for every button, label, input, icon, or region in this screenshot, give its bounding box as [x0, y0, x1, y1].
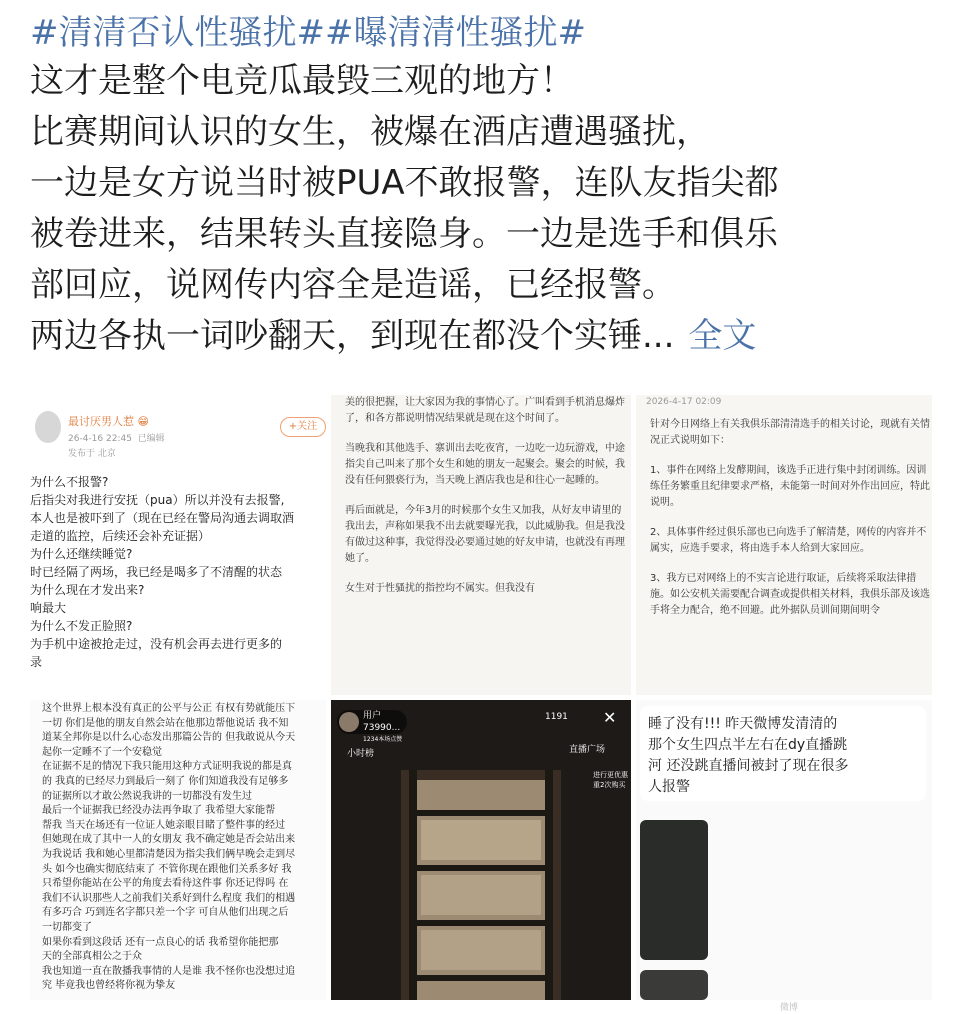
streamer-likes: 1234本场点赞: [363, 736, 403, 743]
qa-line: 为手机中途被抢走过，没有机会再去进行更多的: [30, 637, 283, 651]
qa-line: 为什么现在才发出来?: [30, 583, 145, 597]
post-line: 被卷进来，结果转头直接隐身。一边是选手和俱乐: [30, 214, 778, 254]
chat-message: [648, 714, 918, 798]
image-tile-2[interactable]: [331, 395, 631, 695]
avatar: [35, 411, 61, 443]
qa-line: 本人也是被吓到了（现在已经在警局沟通去调取酒: [30, 511, 295, 525]
video-thumbnail: [640, 820, 708, 960]
chat-line: 人报警: [648, 779, 690, 795]
image-tile-1[interactable]: [30, 395, 326, 695]
chat-line: 那个女生四点半左右在dy直播跳: [648, 737, 848, 753]
message-line: 的证据所以才敢公然说我讲的一切都没有发生过: [42, 790, 252, 802]
message-line: 一切都变了: [42, 921, 92, 933]
chat-line: 河 还没跳直播间被封了现在很多: [648, 758, 849, 774]
message-line: 一切 你们是他的朋友自然会站在他那边帮他说话 我不知: [42, 717, 289, 729]
qa-line: 录: [30, 655, 43, 669]
statement-paragraph: 3、我方已对网络上的不实言论进行取证，后续将采取法律措施。如公安机关需要配合调查或提供相关材料，我俱乐部及该选手将全力配合，绝不回避。此外据队员训间期间明令: [650, 573, 930, 616]
message-line: 如果你看到这段话 还有一点良心的话 我希望你能把那: [42, 936, 279, 948]
message-line: 最后一个证据我已经没办法再争取了 我希望大家能帮: [42, 805, 276, 817]
live-square-label: 直播广场: [569, 745, 606, 755]
message-line: 但她现在成了其中一人的女朋友 我不确定她是否会站出来: [42, 834, 296, 846]
handwritten-statement: [345, 395, 625, 611]
post-location: 发布于 北京: [68, 449, 116, 459]
post-line: 两边各执一词吵翻天，到现在都没个实锤...: [30, 316, 675, 356]
qa-text: [30, 473, 326, 671]
follow-button: +关注: [280, 417, 326, 437]
hourly-rank-label: 小时榜: [347, 749, 375, 759]
side-promo: [593, 770, 628, 790]
club-statement: [650, 417, 930, 633]
qa-line: 时已经隔了两场，我已经是喝多了不清醒的状态: [30, 565, 283, 579]
weibo-post: [30, 10, 935, 362]
qa-line: 走道的监控，后续还会补充证据）: [30, 529, 211, 543]
message-line: 我也知道一直在散播我事情的人是谁 我不怪你也没想过追: [42, 965, 296, 977]
hashtag-links[interactable]: #清清否认性骚扰##曝清清性骚扰#: [30, 13, 586, 53]
video-thumbnail: [640, 970, 708, 1000]
side-promo-line: 进行更优惠: [593, 771, 628, 779]
message-line: 起你一定睡不了一个安稳觉: [42, 746, 162, 758]
statement-paragraph: 2、具体事件经过俱乐部也已向选手了解清楚，网传的内容并不属实，应选手要求，将由选手本人给到大家回应。: [650, 527, 927, 554]
post-meta: [68, 431, 165, 444]
message-line: 有多巧合 巧到连名字都只差一个字 可自从他们出现之后: [42, 907, 289, 919]
message-line: 这个世界上根本没有真正的公平与公正 有权有势就能压下: [42, 703, 296, 714]
message-line: 只希望你能站在公平的角度去看待这件事 你还记得吗 在: [42, 878, 289, 890]
qa-line: 响最大: [30, 601, 67, 615]
close-icon: ✕: [603, 708, 617, 727]
message-line: 为我说话 我和她心里都清楚因为指尖我们俩早晚会走到尽: [42, 848, 296, 860]
image-tile-6[interactable]: [636, 700, 932, 1000]
message-text: [42, 702, 322, 994]
streamer-avatar: [339, 712, 359, 732]
statement-header: 2026-4-17 02:09: [646, 397, 722, 407]
watermark: 微博: [780, 1003, 799, 1013]
message-line: 在证据不足的情况下我只能用这种方式证明我说的都是真: [42, 761, 292, 773]
username: 最讨厌男人惹 😁: [68, 415, 149, 428]
statement-paragraph: 针对今日网络上有关我俱乐部清清选手的相关讨论，现就有关情况正式说明如下：: [650, 419, 930, 446]
edited-label: 已编辑: [137, 434, 165, 444]
statement-paragraph: 美的很把握，让大家因为我的事情心了。广叫看到手机消息爆炸了，和各方都说明情况结果就是现在这个时间了。: [345, 397, 625, 424]
message-line: 帮我 当天在场还有一位证人她亲眼目睹了整件事的经过: [42, 819, 286, 831]
qa-line: 为什么不发正脸照?: [30, 619, 133, 633]
streamer-name: 用户73990...: [363, 711, 401, 733]
post-line: 这才是整个电竞瓜最毁三观的地方！: [30, 61, 574, 101]
post-time: 26-4-16 22:45: [68, 434, 132, 444]
message-line: 的 我真的已经尽力到最后一刻了 你们知道我没有足够多: [42, 775, 289, 787]
expand-full-text-link[interactable]: 全文: [688, 316, 757, 356]
statement-paragraph: 1、事件在网络上发酵期间，该选手正进行集中封闭训练。因训练任务繁重且纪律要求严格，未能第一时间对外作出回应，特此说明。: [650, 465, 930, 508]
side-promo-line: 重2次购买: [593, 781, 626, 789]
statement-paragraph: 当晚我和其他选手、寨训出去吃夜宵，一边吃一边玩游戏，中途指尖自己叫来了那个女生和她的朋友一起聚会。聚会的时候，我没有任何猥亵行为，当天晚上酒店我也是和往心一起睡的。: [345, 443, 625, 486]
image-tile-3[interactable]: [636, 395, 932, 695]
streamer-badge: [337, 710, 407, 743]
message-line: 究 毕竟我也曾经将你视为挚友: [42, 980, 176, 992]
image-tile-5[interactable]: [331, 700, 631, 1000]
image-tile-4[interactable]: [30, 700, 326, 1000]
post-line: 一边是女方说当时被PUA不敢报警，连队友指尖都: [30, 163, 779, 203]
statement-paragraph: 再后面就是，今年3月的时候那个女生又加我，从好友申请里的我出去，声称如果我不出去就要曝光我，以此威胁我。但是我没有做过这种事，我觉得没必要通过她的好友申请，也就没有再理她了。: [345, 505, 625, 564]
qa-line: 后指尖对我进行安抚（pua）所以并没有去报警,: [30, 493, 285, 507]
qa-line: 为什么还继续睡觉?: [30, 547, 133, 561]
viewer-count: 1191: [545, 712, 568, 722]
post-line: 部回应，说网传内容全是造谣，已经报警。: [30, 265, 676, 305]
post-line: 比赛期间认识的女生，被爆在酒店遭遇骚扰，: [30, 112, 710, 152]
message-line: 我们不认识那些人之前我们关系好到什么程度 我们的相遇: [42, 892, 296, 904]
qa-line: 为什么不报警?: [30, 475, 109, 489]
message-line: 头 如今也确实彻底结束了 不管你现在跟他们关系多好 我: [42, 863, 292, 875]
post-line-last: [30, 311, 935, 362]
message-line: 道某全邦你是以什么心态发出那篇公告的 但我敢说从今天: [42, 732, 296, 744]
message-line: 天的全部真相公之于众: [42, 951, 142, 963]
livestream-scene: [401, 770, 561, 1000]
statement-paragraph: 女生对于性骚扰的指控均不属实。但我没有: [345, 583, 535, 594]
chat-line: 睡了没有!!! 昨天微博发清清的: [648, 716, 838, 732]
